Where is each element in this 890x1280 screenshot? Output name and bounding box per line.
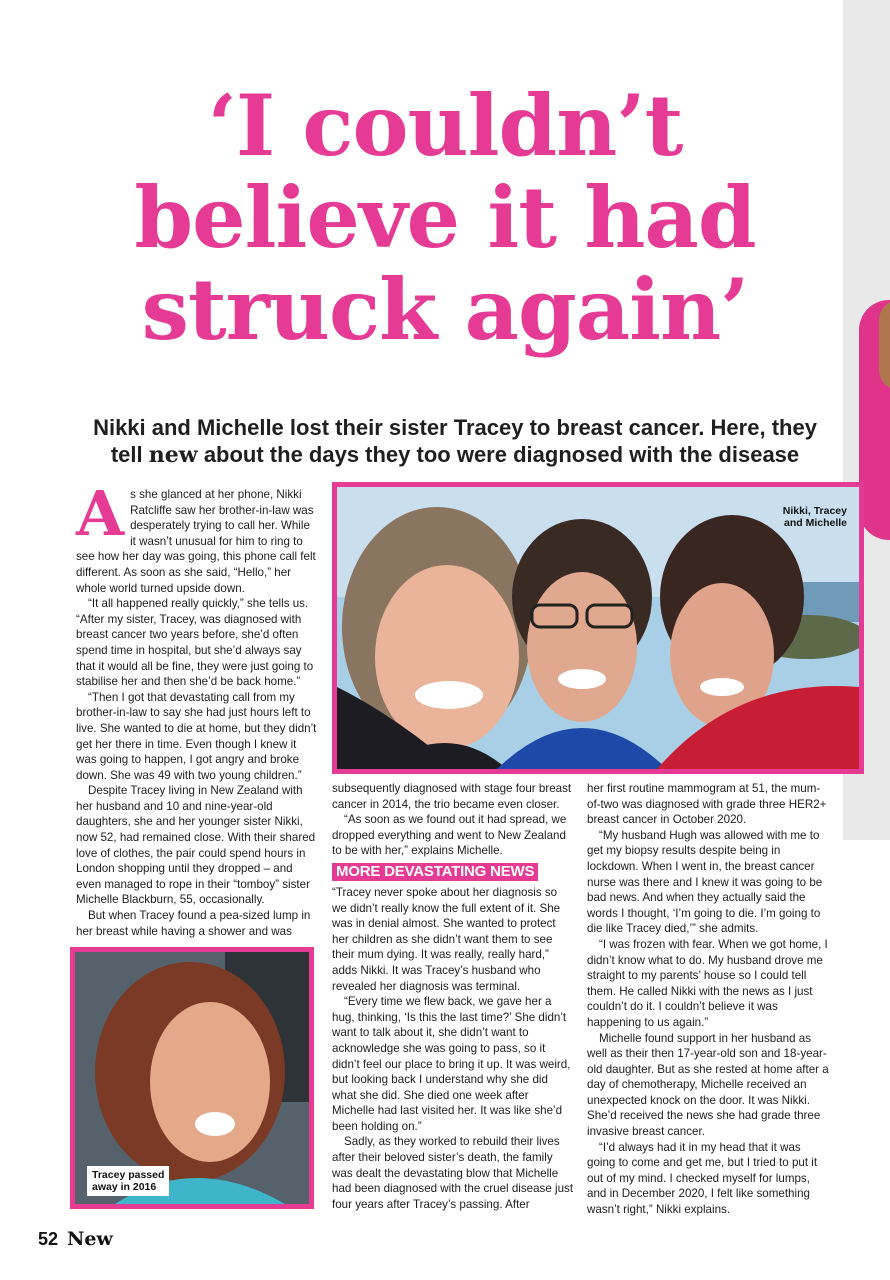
headline-line-3: struck again’	[141, 260, 749, 359]
standfirst-text-pre: tell	[110, 442, 143, 467]
paragraph: “Every time we flew back, we gave her a hug, thinking, ‘Is this the last time?’ She didn’t want to talk about it, she didn’t want to acknowledge she was going to pass, so it didn’t feel our place to bring it up. It was weird, but looking back I understand why she did what she did. She died one week after Michelle had last visited her. It was like she’d been holding on.”	[332, 995, 571, 1133]
main-photo-sisters	[332, 482, 864, 774]
standfirst-text-post: about the days they too were diagnosed with the disease	[203, 442, 800, 467]
caption-box	[87, 1166, 169, 1196]
paragraph: her first routine mammogram at 51, the mum-of-two was diagnosed with grade three HER2+ breast cancer in October 2020.	[587, 782, 827, 827]
caption-line: Nikki, Tracey	[782, 505, 847, 517]
tracey-photo	[70, 947, 314, 1209]
paragraph: subsequently diagnosed with stage four breast cancer in 2014, the trio became even closer.	[332, 782, 572, 811]
hand-shape	[879, 300, 890, 390]
paragraph: “My husband Hugh was allowed with me to get my biopsy results despite being in lockdown. When I went in, the breast cancer nurse was there and I knew it was going to be bad news. And when they actually said the words I thought, ‘I’m going to die. I’m going to die like Tracey died,’” she admits.	[587, 828, 823, 936]
paragraph: “Tracey never spoke about her diagnosis so we didn’t really know the full extent of it. She was in denial almost. She wanted to protect her children as she didn’t want them to see their mum dying. It was really, really hard,” adds Nikki. It was Tracey’s husband who revealed her diagnosis was terminal.	[332, 885, 561, 993]
section-subhead: MORE DEVASTATING NEWS	[332, 863, 538, 881]
caption-line: and Michelle	[783, 517, 847, 529]
standfirst-line-1: Nikki and Michelle lost their sister Tracey to breast cancer. Here, they	[93, 415, 817, 440]
headline	[60, 76, 830, 359]
article-column-3	[587, 781, 829, 1218]
brand-logo: New	[67, 1228, 113, 1250]
caption-line: away in 2016	[92, 1181, 157, 1193]
sisters-photo-illustration	[337, 487, 859, 769]
article-column-1	[76, 477, 318, 939]
main-photo-caption	[783, 505, 847, 529]
paragraph: “As soon as we found out it had spread, we dropped everything and went to New Zealand to be with her,” explains Michelle.	[332, 813, 567, 858]
headline-line-1: ‘I couldn’t	[207, 76, 683, 175]
page-number: 52	[38, 1229, 59, 1249]
paragraph: “I’d always had it in my head that it was going to come and get me, but I tried to put it out of my mind. I checked myself for lumps, and in December 2020, I felt like something wasn’t right,” Nikki explains.	[587, 1140, 818, 1217]
paragraph: “Then I got that devastating call from my brother-in-law to say she had just hours left to live. She wanted to die at home, but they didn’t get her there in time. Even though I knew it was going to happen, I got angry and broke down. She was 49 with two young children.”	[76, 690, 317, 782]
paragraph: But when Tracey found a pea-sized lump in her breast while having a shower and was	[76, 909, 311, 938]
paragraph: Sadly, as they worked to rebuild their lives after their beloved sister’s death, the family was dealt the devastating blow that Michelle had been diagnosed with the cruel disease just four years after Tracey’s passing. After	[332, 1135, 574, 1211]
paragraph: Despite Tracey living in New Zealand with her husband and 10 and nine-year-old daughters, she and her younger sister Nikki, now 52, had remained close. With their shared love of clothes, the pair could spend hours in London shopping until they dropped – and even managed to rope in their “tomboy” sister Michelle Blackburn, 55, occasionally.	[76, 784, 316, 907]
headline-line-2: believe it had	[134, 168, 756, 267]
brand-word: new	[148, 442, 198, 468]
paragraph: “I was frozen with fear. When we got home, I didn’t know what to do. My husband drove me straight to my parents’ house so I could tell them. He called Nikki with the news as I just couldn’t do it. I couldn’t believe it was happening to us again.”	[587, 937, 828, 1029]
paragraph: As she glanced at her phone, Nikki Ratcliffe saw her brother-in-law was desperately trying to call her. While it wasn’t unusual for him to ring to see how her day was going, this phone call felt different. As soon as she said, “Hello,” her whole world turned upside down.	[76, 477, 316, 595]
standfirst-line-2	[60, 441, 850, 469]
folio	[38, 1228, 113, 1250]
paragraph: Michelle found support in her husband as well as their then 17-year-old son and 18-year-old daughter. But as she rested at home after a day of chemotherapy, Michelle received an unexpected knock on the door. It was Nikki. She’d received the news she had grade three invasive breast cancer.	[587, 1031, 829, 1139]
drop-cap: A	[76, 477, 125, 550]
standfirst	[60, 414, 850, 469]
caption-line: Tracey passed	[92, 1169, 165, 1181]
article-column-2	[332, 781, 574, 1212]
small-photo-caption	[87, 1166, 169, 1196]
paragraph: “It all happened really quickly,” she tells us. “After my sister, Tracey, was diagnosed with breast cancer two years before, she’d often spend time in hospital, but she’d always say that it would all be fine, they were just going to stabilise her and then she’d be back home.”	[76, 597, 314, 689]
